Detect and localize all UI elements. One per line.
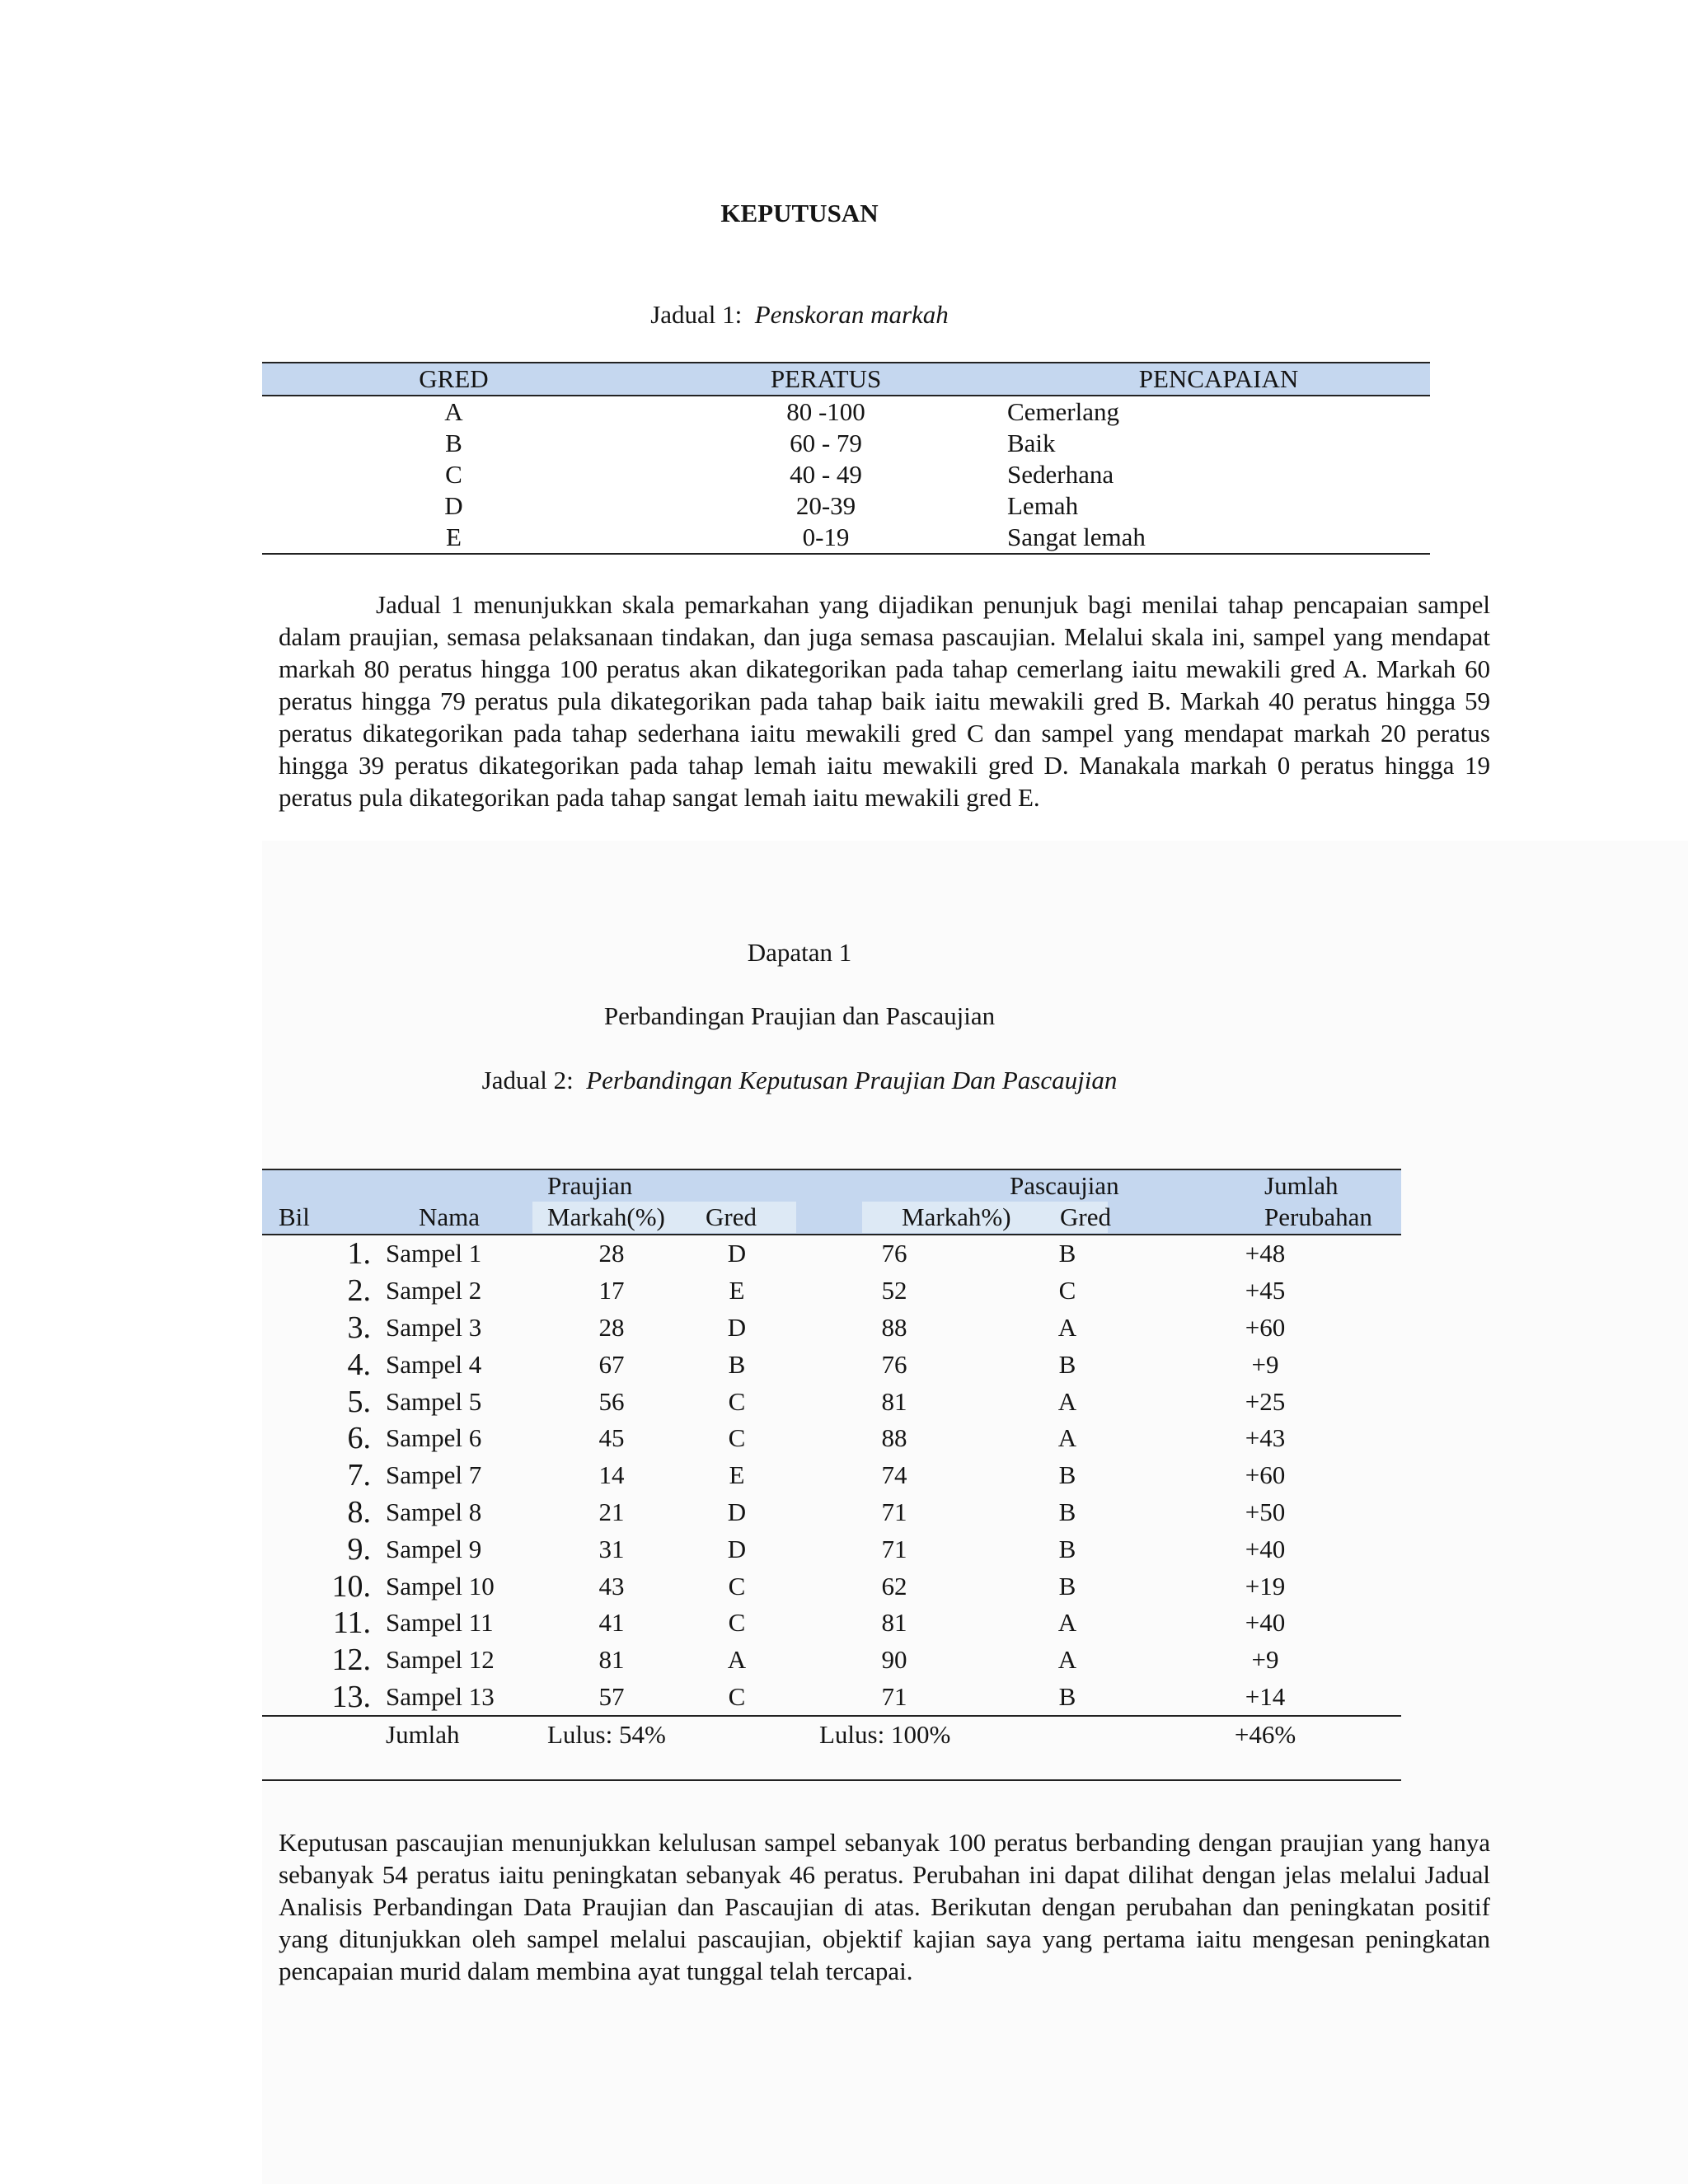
paragraph-grading-explanation	[279, 588, 1490, 813]
gred-cell: D	[444, 491, 463, 520]
pre-markah-cell: 67	[598, 1349, 625, 1379]
pencapaian-cell: Cemerlang	[1007, 397, 1120, 426]
pre-markah-cell: 43	[598, 1571, 625, 1601]
section-heading-dapatan: Dapatan 1	[747, 938, 852, 967]
header-post-markah: Markah%)	[902, 1202, 1011, 1231]
pre-gred-cell: D	[727, 1497, 747, 1526]
post-markah-cell: 71	[881, 1534, 907, 1563]
post-markah-cell: 52	[881, 1276, 907, 1305]
nama-cell: Sampel 10	[386, 1571, 495, 1601]
post-markah-cell: 88	[881, 1423, 907, 1453]
post-gred-cell: B	[1058, 1681, 1076, 1711]
nama-cell: Sampel 8	[386, 1497, 482, 1526]
pre-gred-cell: C	[728, 1571, 746, 1601]
post-markah-cell: 76	[881, 1239, 907, 1268]
total-change: +46%	[1129, 1716, 1401, 1753]
nama-cell: Sampel 7	[386, 1460, 482, 1490]
post-gred-cell: B	[1058, 1460, 1076, 1490]
comparison-table-body	[262, 1235, 1401, 1753]
post-gred-cell: A	[1057, 1608, 1077, 1638]
pre-gred-cell: B	[728, 1349, 746, 1379]
header-pascaujian: Pascaujian	[1010, 1171, 1119, 1200]
bil-cell: 1.	[347, 1236, 371, 1272]
comparison-table	[262, 1169, 1401, 1781]
pre-gred-cell: C	[728, 1608, 746, 1638]
post-markah-cell: 81	[881, 1608, 907, 1638]
post-markah-cell: 88	[881, 1312, 907, 1342]
pre-gred-cell: D	[727, 1239, 747, 1268]
bil-cell: 13.	[331, 1679, 371, 1714]
comparison-table-header	[262, 1169, 1401, 1235]
change-cell: +50	[1245, 1497, 1286, 1526]
table-row	[262, 1530, 1401, 1568]
table-row	[262, 1642, 1401, 1679]
table-row	[262, 1310, 1401, 1347]
peratus-cell: 0-19	[645, 522, 1006, 554]
change-cell: +14	[1245, 1681, 1286, 1711]
header-post-gred: Gred	[1060, 1202, 1111, 1231]
peratus-cell: 40 - 49	[790, 460, 862, 489]
grading-table-header	[262, 363, 1430, 396]
paragraph-text: Keputusan pascaujian menunjukkan kelulusan sampel sebanyak 100 peratus berbanding dengan praujian yang hanya sebanyak 54 peratus iaitu peningkatan sebanyak 46 peratus. Perubahan ini dapat dilihat dengan jelas melalui Jadual Analisis Perbandingan Data Praujian dan Pascaujian di atas. Berikutan dengan perubahan dan peningkatan positif yang ditunjukkan oleh sampel melalui pascaujian, objektif kajian saya yang pertama iaitu mengesan peningkatan pencapaian murid dalam membina ayat tunggal telah tercapai.	[279, 1828, 1490, 1985]
table-row	[262, 1272, 1401, 1310]
pre-markah-cell: 41	[598, 1608, 625, 1638]
nama-cell: Sampel 13	[386, 1681, 495, 1711]
gred-cell: B	[445, 429, 462, 457]
nama-cell: Sampel 4	[386, 1349, 482, 1379]
post-markah-cell: 62	[881, 1571, 907, 1601]
table-row	[262, 396, 1430, 428]
post-gred-cell: B	[1058, 1349, 1076, 1379]
nama-cell: Sampel 6	[386, 1423, 482, 1453]
pre-markah-cell: 56	[598, 1386, 625, 1416]
table1-caption-prefix: Jadual 1:	[650, 300, 743, 329]
bil-cell: 7.	[347, 1458, 371, 1493]
table1-caption-title: Penskoran markah	[754, 300, 949, 329]
post-markah-cell: 76	[881, 1349, 907, 1379]
table-row	[262, 1235, 1401, 1272]
peratus-cell: 80 -100	[786, 397, 865, 426]
table2-caption-title: Perbandingan Keputusan Praujian Dan Pascaujian	[586, 1066, 1118, 1094]
table-row	[262, 1568, 1401, 1605]
pre-gred-cell: E	[729, 1276, 745, 1305]
table-row	[262, 1679, 1401, 1717]
pencapaian-cell: Sederhana	[1007, 460, 1114, 489]
table-row	[262, 1383, 1401, 1420]
paragraph-text: Jadual 1 menunjukkan skala pemarkahan yang dijadikan penunjuk bagi menilai tahap pencapaian sampel dalam praujian, semasa pelaksanaan tindakan, dan juga semasa pascaujian. Melalui skala ini, sampel yang mendapat markah 80 peratus hingga 100 peratus akan dikategorikan pada tahap cemerlang iaitu mewakili gred A. Markah 60 peratus hingga 79 peratus pula dikategorikan pada tahap baik iaitu mewakili gred B. Markah 40 peratus hingga 59 peratus dikategorikan pada tahap sederhana iaitu mewakili gred C dan sampel yang mendapat markah 20 peratus hingga 39 peratus dikategorikan pada tahap lemah iaitu mewakili gred D. Manakala markah 0 peratus hingga 19 peratus pula dikategorikan pada tahap sangat lemah iaitu mewakili gred E.	[279, 590, 1490, 812]
nama-cell: Sampel 2	[386, 1276, 482, 1305]
paragraph-conclusion	[279, 1826, 1490, 1987]
bil-cell: 12.	[331, 1643, 371, 1678]
pre-markah-cell: 21	[598, 1497, 625, 1526]
post-gred-cell: B	[1058, 1571, 1076, 1601]
bil-cell: 3.	[347, 1310, 371, 1345]
pre-markah-cell: 14	[598, 1460, 625, 1490]
change-cell: +25	[1245, 1386, 1286, 1416]
bil-cell: 2.	[347, 1273, 371, 1309]
gred-cell: A	[444, 397, 463, 426]
header-peratus: PERATUS	[645, 363, 1006, 396]
pre-gred-cell: A	[727, 1645, 747, 1675]
pre-markah-cell: 57	[598, 1681, 625, 1711]
nama-cell: Sampel 1	[386, 1239, 482, 1268]
section-subheading: Perbandingan Praujian dan Pascaujian	[603, 1001, 996, 1030]
change-cell: +60	[1245, 1460, 1286, 1490]
peratus-cell: 60 - 79	[790, 429, 862, 457]
page-title: KEPUTUSAN	[720, 199, 879, 227]
change-cell: +40	[1245, 1534, 1286, 1563]
change-cell: +19	[1245, 1571, 1286, 1601]
pre-markah-cell: 28	[598, 1312, 625, 1342]
pre-markah-cell: 45	[598, 1423, 625, 1453]
post-gred-cell: A	[1057, 1386, 1077, 1416]
pre-markah-cell: 28	[598, 1239, 625, 1268]
post-markah-cell: 74	[881, 1460, 907, 1490]
bil-cell: 10.	[331, 1568, 371, 1604]
post-markah-cell: 71	[881, 1497, 907, 1526]
bil-cell: 4.	[347, 1347, 371, 1382]
table-bottom-rule	[262, 1779, 1401, 1781]
pre-gred-cell: C	[728, 1681, 746, 1711]
bil-cell: 11.	[332, 1605, 371, 1641]
post-gred-cell: B	[1058, 1497, 1076, 1526]
pre-gred-cell: D	[727, 1312, 747, 1342]
bil-cell: 6.	[347, 1421, 371, 1456]
post-markah-cell: 81	[881, 1386, 907, 1416]
post-gred-cell: B	[1058, 1239, 1076, 1268]
change-cell: +9	[1251, 1349, 1279, 1379]
header-pencapaian: PENCAPAIAN	[1006, 363, 1430, 396]
table-row	[262, 1605, 1401, 1642]
header-praujian: Praujian	[547, 1171, 633, 1200]
change-cell: +48	[1245, 1239, 1286, 1268]
table-row	[262, 1346, 1401, 1383]
total-label: Jumlah	[377, 1716, 532, 1753]
nama-cell: Sampel 5	[386, 1386, 482, 1416]
header-gred: GRED	[262, 363, 645, 396]
nama-cell: Sampel 9	[386, 1534, 482, 1563]
change-cell: +40	[1245, 1608, 1286, 1638]
post-markah-cell: 90	[881, 1645, 907, 1675]
change-cell: +60	[1245, 1312, 1286, 1342]
peratus-cell: 20-39	[795, 491, 856, 520]
header-bil: Bil	[279, 1202, 310, 1231]
table-row	[262, 1420, 1401, 1457]
total-pre: Lulus: 54%	[532, 1716, 783, 1753]
header-nama: Nama	[419, 1202, 481, 1231]
pre-gred-cell: C	[728, 1386, 746, 1416]
pre-gred-cell: D	[727, 1534, 747, 1563]
nama-cell: Sampel 12	[386, 1645, 495, 1675]
bil-cell: 9.	[347, 1531, 371, 1567]
bil-cell: 8.	[347, 1494, 371, 1530]
change-cell: +43	[1245, 1423, 1286, 1453]
post-gred-cell: A	[1057, 1312, 1077, 1342]
table-row	[262, 522, 1430, 554]
table2-caption-prefix: Jadual 2:	[481, 1066, 574, 1094]
pre-markah-cell: 17	[598, 1276, 625, 1305]
post-gred-cell: A	[1057, 1645, 1077, 1675]
grading-table	[262, 362, 1430, 555]
table-row	[262, 428, 1430, 459]
pre-gred-cell: C	[728, 1423, 746, 1453]
change-cell: +9	[1251, 1645, 1279, 1675]
bil-cell: 5.	[347, 1384, 371, 1419]
table-row	[262, 490, 1430, 522]
total-spacer	[262, 1716, 377, 1753]
post-gred-cell: B	[1058, 1534, 1076, 1563]
header-perubahan: Perubahan	[1264, 1202, 1372, 1231]
gred-cell: E	[262, 522, 645, 554]
post-gred-cell: C	[1058, 1276, 1076, 1305]
nama-cell: Sampel 11	[386, 1608, 494, 1638]
table-row	[262, 459, 1430, 490]
header-pre-markah: Markah(%)	[547, 1202, 665, 1231]
pencapaian-cell: Sangat lemah	[1006, 522, 1430, 554]
table2-caption	[0, 1066, 1599, 1095]
pencapaian-cell: Lemah	[1007, 491, 1079, 520]
total-row	[262, 1716, 1401, 1753]
table-row	[262, 1457, 1401, 1494]
total-post: Lulus: 100%	[783, 1716, 1129, 1753]
nama-cell: Sampel 3	[386, 1312, 482, 1342]
header-jumlah: Jumlah	[1264, 1171, 1339, 1200]
pre-markah-cell: 81	[598, 1645, 625, 1675]
gred-cell: C	[445, 460, 462, 489]
post-gred-cell: A	[1057, 1423, 1077, 1453]
change-cell: +45	[1245, 1276, 1286, 1305]
pre-gred-cell: E	[729, 1460, 745, 1490]
pre-markah-cell: 31	[598, 1534, 625, 1563]
header-pre-gred: Gred	[706, 1202, 757, 1231]
table1-caption	[0, 300, 1599, 330]
post-markah-cell: 71	[881, 1681, 907, 1711]
pencapaian-cell: Baik	[1007, 429, 1056, 457]
table-row	[262, 1494, 1401, 1531]
